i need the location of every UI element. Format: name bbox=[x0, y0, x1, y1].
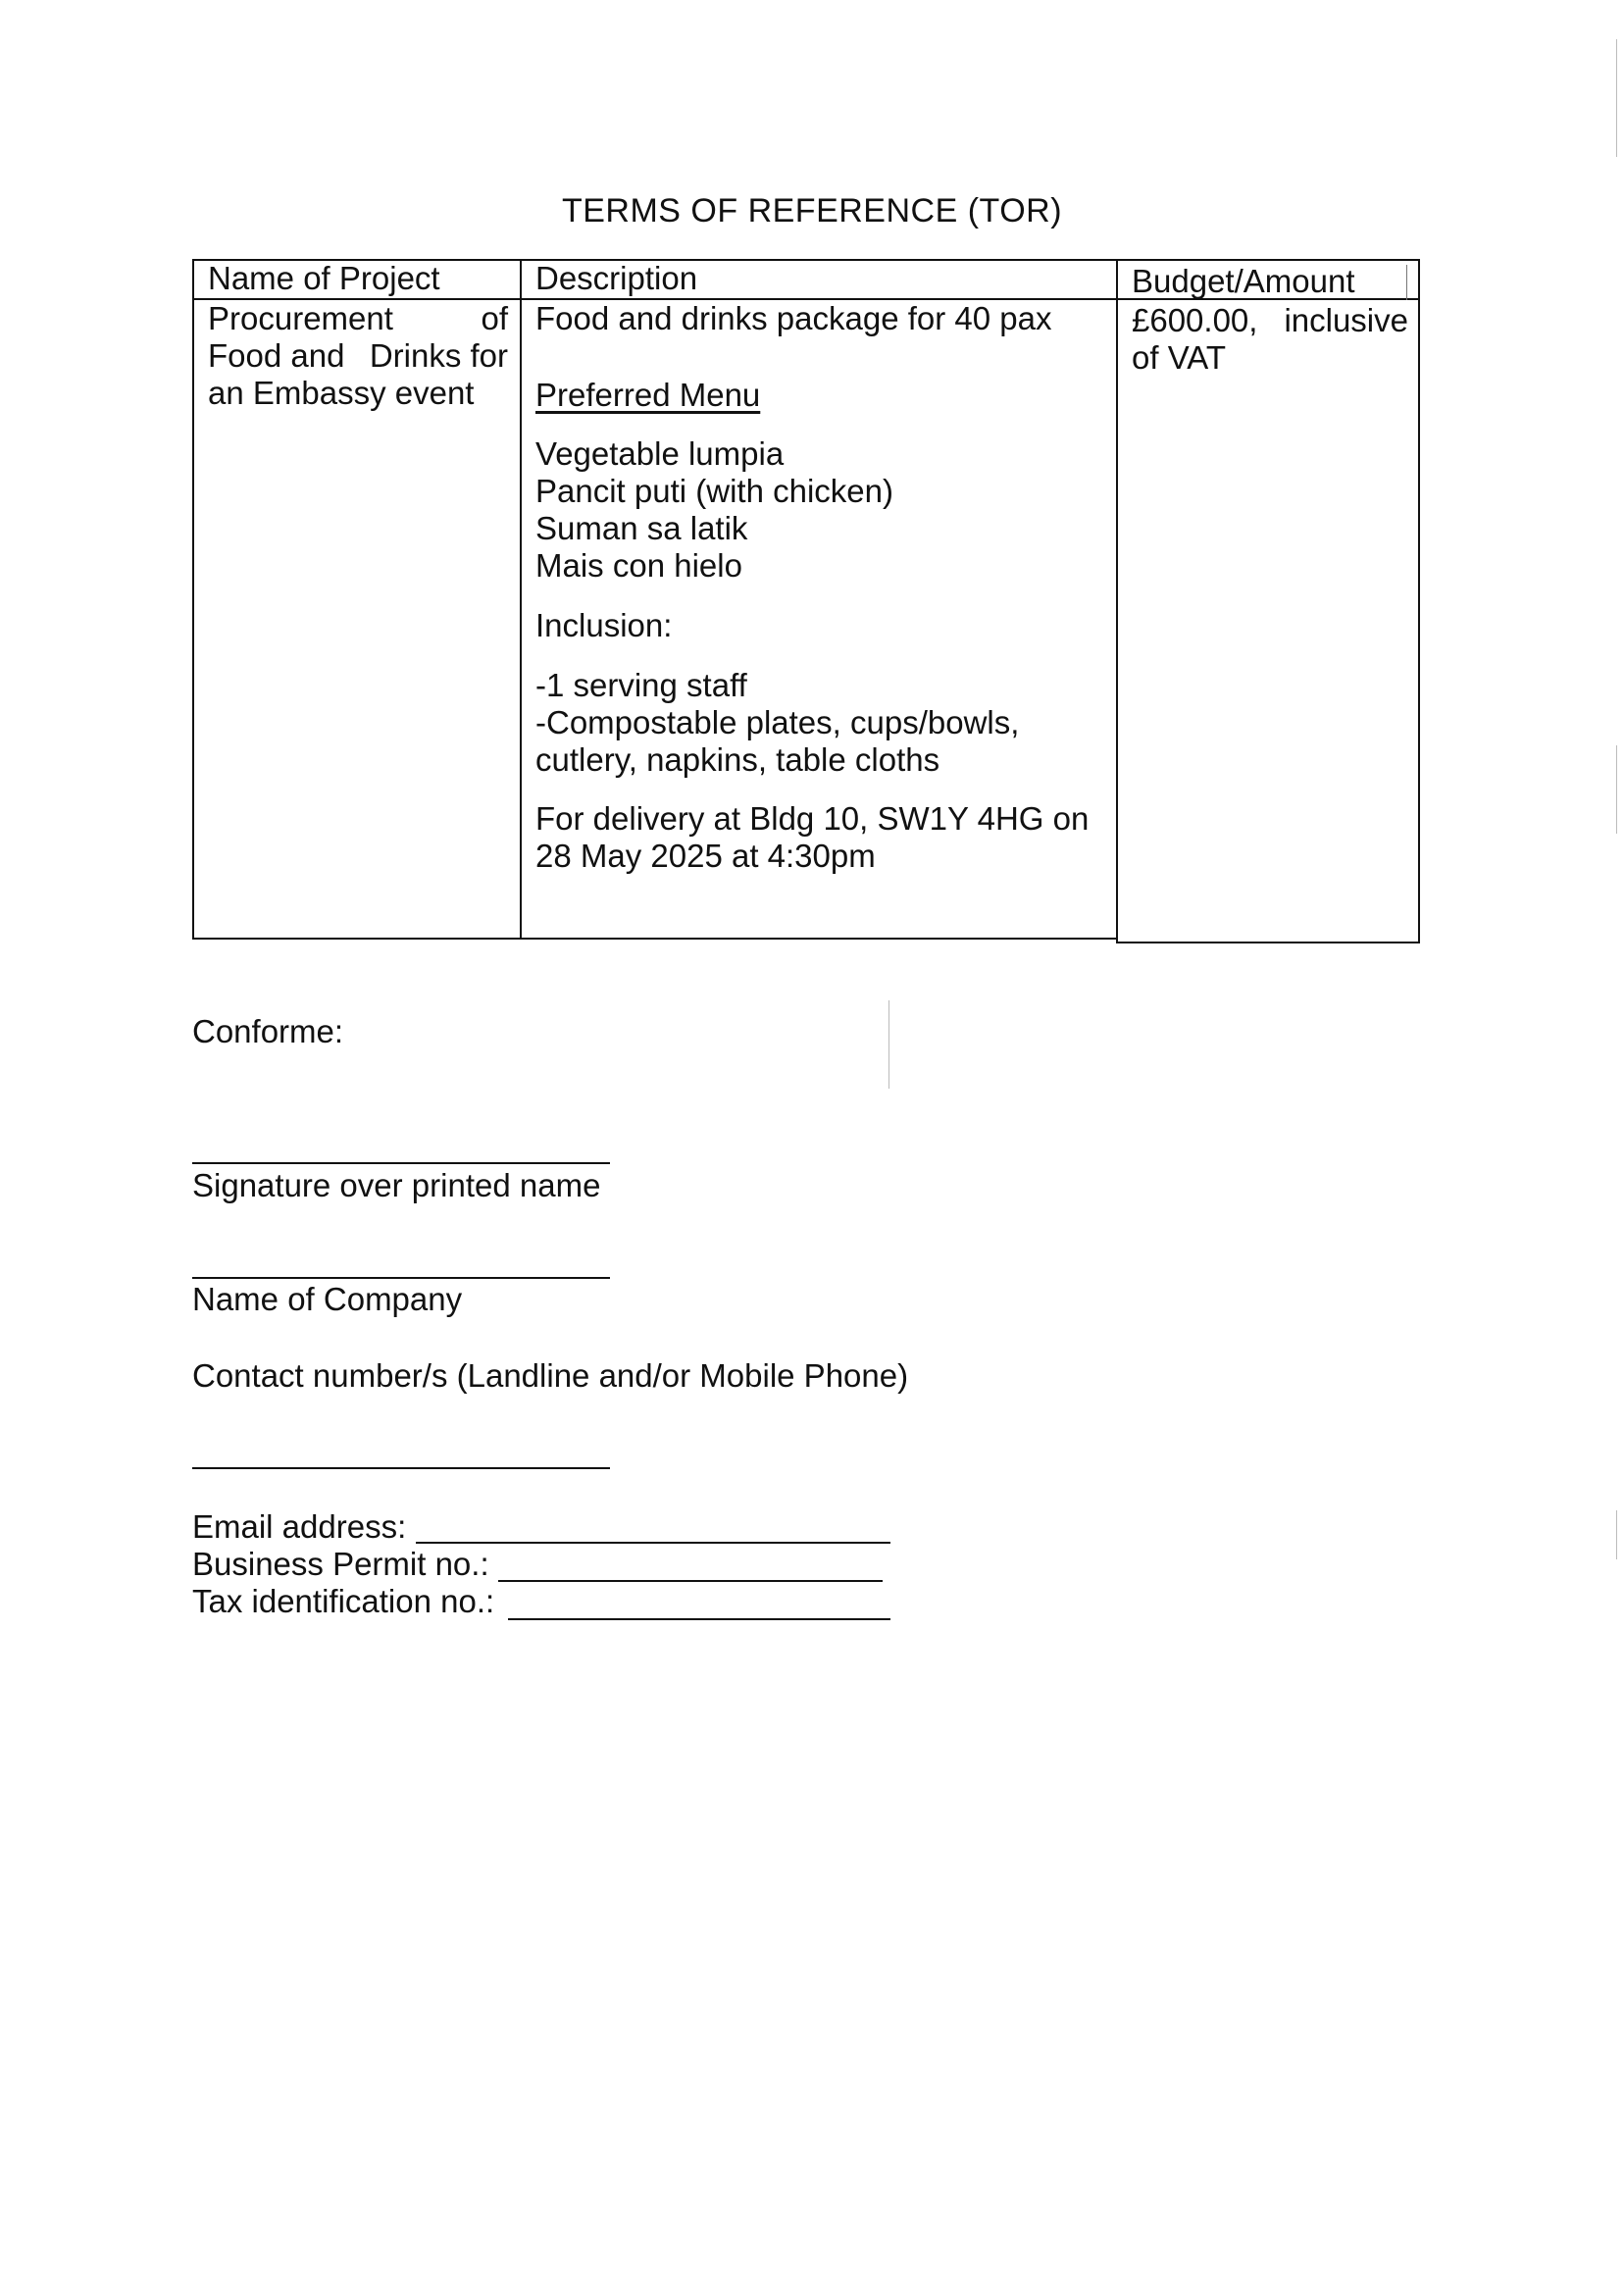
scan-mark bbox=[1616, 39, 1617, 157]
project-name-word: of bbox=[481, 300, 508, 336]
project-name-line-3: an Embassy event bbox=[208, 375, 475, 411]
table-border-left bbox=[192, 259, 194, 940]
company-line[interactable] bbox=[192, 1277, 610, 1279]
permit-line[interactable] bbox=[498, 1580, 883, 1582]
inclusion-item: cutlery, napkins, table cloths bbox=[535, 741, 940, 778]
signature-line[interactable] bbox=[192, 1162, 610, 1164]
table-divider-2 bbox=[1116, 259, 1118, 943]
email-line[interactable] bbox=[416, 1542, 890, 1544]
scan-mark bbox=[888, 1000, 889, 1089]
budget-header-tick bbox=[1406, 265, 1407, 300]
contact-label: Contact number/s (Landline and/or Mobile Phone) bbox=[192, 1357, 909, 1394]
tor-table bbox=[192, 259, 1420, 942]
scan-mark bbox=[1616, 745, 1617, 834]
budget-vat-word: inclusive bbox=[1284, 302, 1408, 338]
document-title: TERMS OF REFERENCE (TOR) bbox=[561, 192, 1063, 229]
email-label: Email address: bbox=[192, 1508, 407, 1545]
inclusion-heading: Inclusion: bbox=[535, 607, 673, 643]
project-name-word: Food and bbox=[208, 337, 345, 374]
inclusion-item: -1 serving staff bbox=[535, 667, 747, 703]
table-border-bottom-left bbox=[192, 938, 1118, 940]
inclusion-item: -Compostable plates, cups/bowls, bbox=[535, 704, 1020, 740]
company-label: Name of Company bbox=[192, 1281, 463, 1317]
budget-line-1 bbox=[1132, 302, 1408, 339]
package-description: Food and drinks package for 40 pax bbox=[535, 300, 1052, 336]
signature-label: Signature over printed name bbox=[192, 1167, 601, 1203]
tin-line[interactable] bbox=[508, 1618, 890, 1620]
scan-mark bbox=[1616, 1510, 1617, 1559]
contact-line[interactable] bbox=[192, 1467, 610, 1469]
project-name-line-2 bbox=[208, 337, 508, 375]
menu-item: Mais con hielo bbox=[535, 547, 742, 584]
menu-item: Pancit puti (with chicken) bbox=[535, 473, 893, 509]
tin-label: Tax identification no.: bbox=[192, 1583, 495, 1619]
budget-line-2: of VAT bbox=[1132, 339, 1226, 376]
budget-amount: £600.00, bbox=[1132, 302, 1258, 338]
table-divider-1 bbox=[520, 259, 522, 940]
project-name-word: Drinks for bbox=[369, 337, 508, 374]
menu-item: Suman sa latik bbox=[535, 510, 748, 546]
delivery-line-2: 28 May 2025 at 4:30pm bbox=[535, 838, 876, 874]
header-description: Description bbox=[535, 260, 698, 296]
conforme-label: Conforme: bbox=[192, 1013, 344, 1049]
delivery-line-1: For delivery at Bldg 10, SW1Y 4HG on bbox=[535, 800, 1090, 837]
header-project: Name of Project bbox=[208, 260, 440, 296]
project-name-line-1 bbox=[208, 300, 508, 337]
menu-item: Vegetable lumpia bbox=[535, 435, 785, 472]
table-border-right bbox=[1418, 259, 1420, 943]
table-border-bottom-right bbox=[1118, 942, 1420, 943]
preferred-menu-heading: Preferred Menu bbox=[535, 377, 761, 413]
permit-label: Business Permit no.: bbox=[192, 1546, 489, 1582]
header-budget: Budget/Amount bbox=[1132, 263, 1355, 299]
project-name-word: Procurement bbox=[208, 300, 393, 336]
